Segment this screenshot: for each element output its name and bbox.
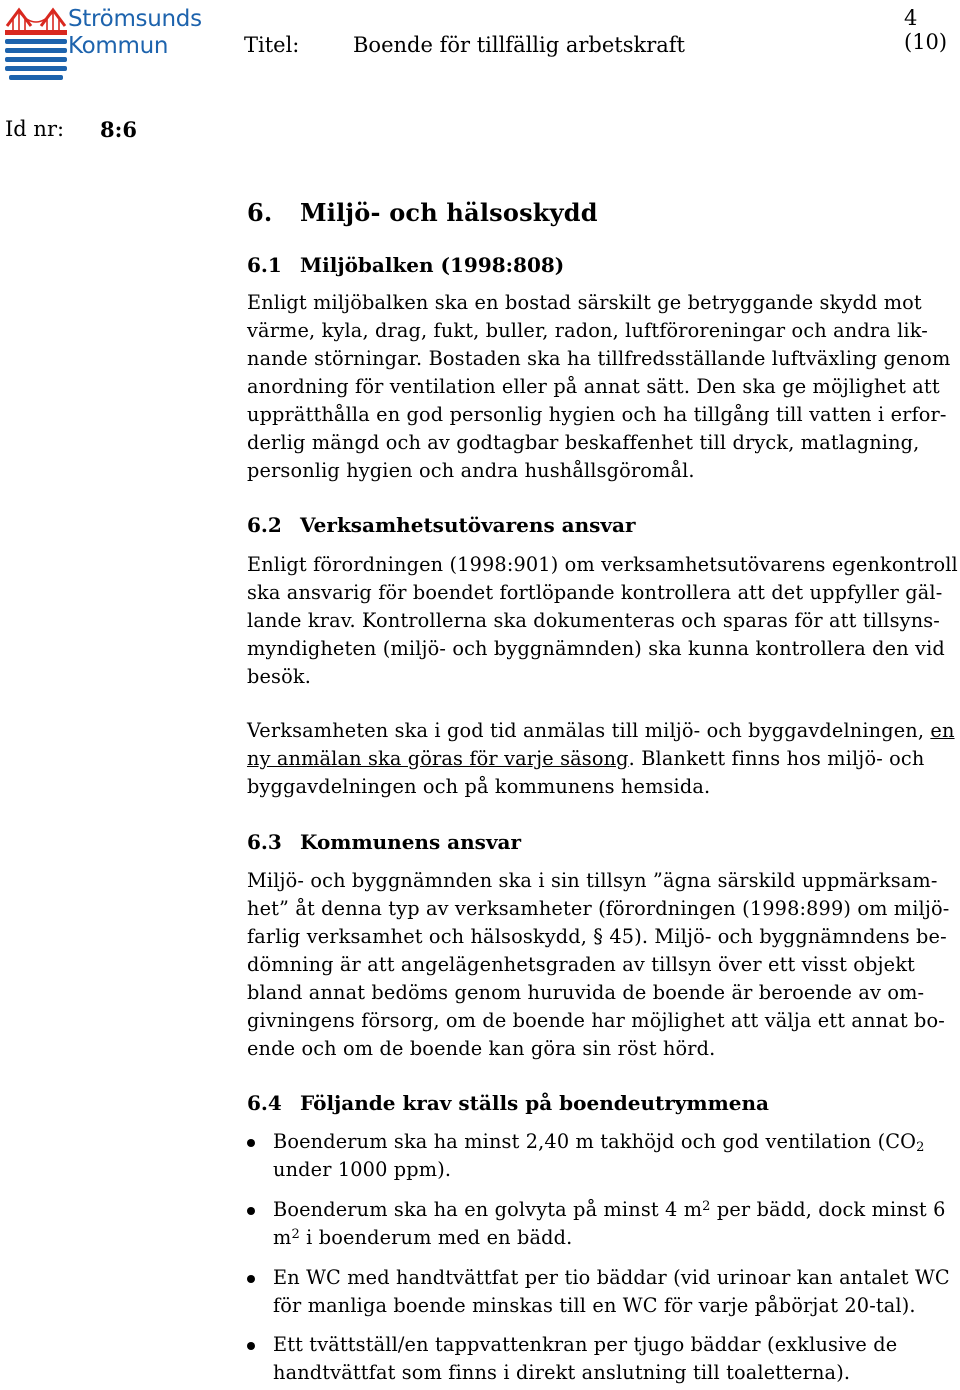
- text-run: m: [273, 1226, 292, 1249]
- text-line: [247, 717, 957, 745]
- bullet-dot-icon: [247, 1207, 255, 1215]
- section-title: Miljöbalken (1998:808): [300, 253, 565, 277]
- subscript: 2: [916, 1140, 925, 1155]
- text-line: givningens försorg, om de boende har möjlighet att välja ett annat bo-: [247, 1009, 945, 1032]
- text-line: nande störningar. Bostaden ska ha tillfredsställande luftväxling genom: [247, 347, 951, 370]
- page-number: 4 (10): [904, 6, 948, 54]
- section-number: 6.1: [247, 253, 282, 277]
- id-number-label: Id nr:: [5, 117, 65, 141]
- logo-line-2: Kommun: [68, 33, 169, 59]
- text-run: Boenderum ska ha en golvyta på minst 4 m: [273, 1198, 703, 1221]
- underlined-text: en: [930, 719, 955, 742]
- section-number: 6.2: [247, 513, 282, 537]
- text-run: . Blankett finns hos miljö- och: [628, 747, 925, 770]
- text-line: [273, 1196, 960, 1224]
- text-line: upprätthålla en god personlig hygien och ha tillgång till vatten i erfor-: [247, 403, 947, 426]
- section-title: Miljö- och hälsoskydd: [300, 198, 598, 227]
- section-6-4-heading: [247, 1091, 769, 1115]
- text-line: dömning är att angelägenhetsgraden av tillsyn över ett visst objekt: [247, 953, 915, 976]
- bullet-dot-icon: [247, 1139, 255, 1147]
- title-label: Titel:: [244, 33, 300, 57]
- section-6-heading: [247, 198, 598, 227]
- requirement-list-item: [273, 1128, 960, 1184]
- bullet-dot-icon: [247, 1275, 255, 1283]
- section-number: 6.: [247, 198, 273, 227]
- text-line: farlig verksamhet och hälsoskydd, § 45). Miljö- och byggnämndens be-: [247, 925, 947, 948]
- text-line: ska ansvarig för boendet fortlöpande kontrollera att det uppfyller gäl-: [247, 581, 943, 604]
- text-line: byggavdelningen och på kommunens hemsida.: [247, 775, 711, 798]
- text-run: per bädd, dock minst 6: [710, 1198, 946, 1221]
- logo-wordmark: [68, 6, 202, 60]
- text-line: [273, 1224, 960, 1252]
- text-line: ende och om de boende kan göra sin röst hörd.: [247, 1037, 716, 1060]
- text-run: Verksamheten ska i god tid anmälas till miljö- och byggavdelningen,: [247, 719, 931, 742]
- bullet-dot-icon: [247, 1342, 255, 1350]
- text-line: Miljö- och byggnämnden ska i sin tillsyn ”ägna särskild uppmärksam-: [247, 869, 938, 892]
- text-run: Boenderum ska ha minst 2,40 m takhöjd och god ventilation (CO: [273, 1130, 917, 1153]
- section-6-1-heading: [247, 253, 564, 277]
- text-line: [247, 745, 957, 773]
- text-line: handtvättfat som finns i direkt anslutning till toaletterna).: [273, 1361, 851, 1384]
- superscript: 2: [291, 1227, 300, 1242]
- section-title: Följande krav ställs på boendeutrymmena: [300, 1091, 769, 1115]
- text-line: Enligt förordningen (1998:901) om verksamhetsutövarens egenkontroll: [247, 553, 958, 576]
- requirement-list-item: [273, 1196, 960, 1252]
- superscript: 2: [702, 1199, 711, 1214]
- text-line: för manliga boende minskas till en WC för varje påbörjat 20-tal).: [273, 1294, 916, 1317]
- text-line: En WC med handtvättfat per tio bäddar (vid urinoar kan antalet WC: [273, 1266, 950, 1289]
- section-6-3-heading: [247, 830, 521, 854]
- text-line: myndigheten (miljö- och byggnämnden) ska kunna kontrollera den vid: [247, 637, 945, 660]
- underlined-text: ny anmälan ska göras för varje säsong: [247, 747, 629, 770]
- text-line: Enligt miljöbalken ska en bostad särskilt ge betryggande skydd mot: [247, 291, 922, 314]
- document-title: Boende för tillfällig arbetskraft: [353, 33, 685, 57]
- section-6-3-paragraph: [247, 867, 957, 1063]
- text-line: lande krav. Kontrollerna ska dokumenteras och sparas för att tillsyns-: [247, 609, 940, 632]
- text-line: anordning för ventilation eller på annat sätt. Den ska ge möjlighet att: [247, 375, 940, 398]
- text-line: bland annat bedöms genom huruvida de boende är beroende av om-: [247, 981, 925, 1004]
- section-title: Kommunens ansvar: [300, 830, 522, 854]
- section-title: Verksamhetsutövarens ansvar: [300, 513, 636, 537]
- id-number-value: 8:6: [100, 117, 137, 142]
- text-line: besök.: [247, 665, 311, 688]
- text-line: personlig hygien och andra hushållsgöromål.: [247, 459, 695, 482]
- text-line: värme, kyla, drag, fukt, buller, radon, luftföroreningar och andra lik-: [247, 319, 928, 342]
- section-6-2-notice-paragraph: [247, 717, 957, 801]
- text-line: [273, 1128, 960, 1156]
- section-6-2-heading: [247, 513, 636, 537]
- logo-line-1: Strömsunds: [68, 6, 202, 32]
- text-line: het” åt denna typ av verksamheter (förordningen (1998:899) om miljö-: [247, 897, 950, 920]
- requirement-list-item: [273, 1264, 960, 1320]
- text-line: Ett tvättställ/en tappvattenkran per tjugo bäddar (exklusive de: [273, 1333, 898, 1356]
- section-6-2-paragraph: [247, 551, 957, 691]
- requirement-list-item: [273, 1331, 960, 1387]
- text-run: i boenderum med en bädd.: [299, 1226, 573, 1249]
- section-number: 6.4: [247, 1091, 282, 1115]
- section-6-1-paragraph: [247, 289, 957, 485]
- section-number: 6.3: [247, 830, 282, 854]
- bridge-logo-icon: [5, 6, 67, 84]
- text-line: under 1000 ppm).: [273, 1158, 452, 1181]
- municipality-logo: [5, 6, 67, 84]
- text-line: derlig mängd och av godtagbar beskaffenhet till dryck, matlagning,: [247, 431, 920, 454]
